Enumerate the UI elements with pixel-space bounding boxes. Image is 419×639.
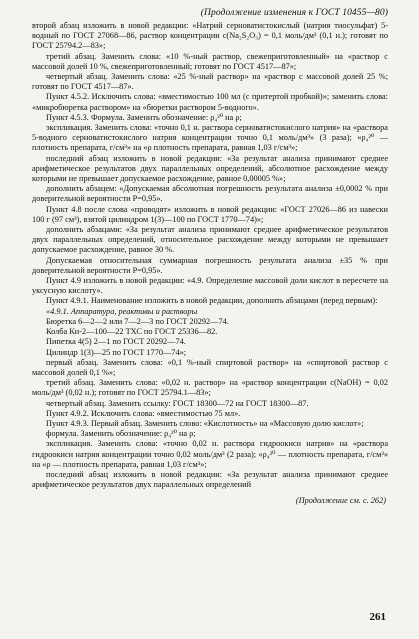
paragraph: третий абзац. Заменить слова: «0,02 н. раствор» на «раствор концентрации c(NaOH) = 0,02 моль/дм³ (0,02 н.); готовят по ГОСТ 25794.1—83»; [32,378,388,398]
paragraph: последний абзац изложить в новой редакции: «За результат анализа принимают среднее арифметическое результатов двух параллельных определений [32,469,388,490]
paragraph: Допускаемая относительная суммарная погрешность результата анализа ±35 % при доверительной вероятности P=0,95». [32,255,388,275]
paragraph: Пункт 4.9.3. Первый абзац. Заменить слово: «Кислотность» на «Массовую долю кислот»; [46,418,364,428]
paragraph: второй абзац изложить в новой редакции: «Натрий серноватистокислый (натрия тиосульфат) 5-водный по ГОСТ 27068—86, раствор концентрации c(Na₂S₂O₃) = 0,1 моль/дм³ (0,1 н.); готовят по ГОСТ 25794.2—83»; [32,21,388,51]
paragraph: Пипетка 4(5) 2—1 по ГОСТ 20292—74. [46,337,186,347]
continuation-note: (Продолжение см. с. 262) [295,496,386,506]
paragraph: первый абзац. Заменить слова: «0,1 %-ный спиртовой раствор» на «спиртовой раствор с массовой долей 0,1 %»; [32,357,388,377]
paragraph: последний абзац изложить в новой редакции: «За результат анализа принимают среднее арифметическое результатов двух параллельных определений, абсолютное расхождение между которыми не превышает допускаемое расхождение, равное 0,00005 %»; [32,153,388,184]
paragraph: формула. Заменить обозначение: ρ₄²⁰ на ρ; [46,429,196,439]
paragraph: Бюретка 6—2—2 или 7—2—3 по ГОСТ 20292—74. [46,316,229,326]
paragraph-list [32,21,388,490]
paragraph: четвертый абзац. Заменить ссылку: ГОСТ 18300—72 на ГОСТ 18300—87. [46,398,309,408]
page-number: 261 [369,611,386,623]
paragraph: «4.9.1. Аппаратура, реактивы и растворы [46,306,198,316]
paragraph: экспликация. Заменить слова: «точно 0,1 н. раствора серноватистокислого натрия» на «раствора 5-водного серноватистокислого натрия концентрации точно 0,1 моль/дм³» (3 раза); «ρ₄²⁰ — плотность препарата, г/см³» на «ρ плотность препарата, равная 1,03 г/см³»; [32,123,388,153]
paragraph: третий абзац. Заменить слова: «10 %-ный раствор, свежеприготовленный» на «раствор с массовой долей 10 %, свежеприготовленный; готовят по ГОСТ 4517—87»; [32,51,388,71]
paragraph: Пункт 4.5.3. Формула. Заменить обозначение: ρ₄²⁰ на ρ; [46,112,242,122]
paragraph: экспликация. Заменить слова: «точно 0,02 н. раствора гидроокиси натрия» на «раствора гидроокиси натрия концентрации точно 0,02 моль/дм³ (2 раза); «ρ₄²⁰ — плотность препарата, г/см³» на «ρ — плотность препарата, равная 1,03 г/см³»; [32,439,388,469]
body-text [32,21,388,507]
paragraph: Колба Кн-2—100—22 ТХС по ГОСТ 25336—82. [46,327,218,337]
paragraph: дополнить абзацами: «За результат анализа принимают среднее арифметическое результатов двух параллельных определений, относительное расхождение между которыми не превышает допускаемое расхождение, равное 30 %. [32,225,388,255]
paragraph: Пункт 4.5.2. Исключить слова: «вместимостью 100 мл (с притертой пробкой)»; заменить слова: «микробюретка раствором» на «бюретки раствором 5-водного». [32,92,388,112]
paragraph: Пункт 4.9 изложить в новой редакции: «4.9. Определение массовой доли кислот в пересчете на уксусную кислоту». [32,276,388,296]
paragraph: Пункт 4.9.2. Исключить слова: «вместимостью 75 мл». [46,408,241,418]
paragraph: Пункт 4.8 после слова «проводят» изложить в новой редакции: «ГОСТ 27026—86 из навески 100 г (97 см³), взятой цилиндром 1(3)—100 по ГОСТ 1770—74)»; [32,204,388,224]
paragraph: Пункт 4.9.1. Наименование изложить в новой редакции, дополнить абзацами (перед первым): [46,296,378,306]
paragraph: четвертый абзац. Заменить слова: «25 %-ный раствор» на «раствор с массовой долей 25 %; готовят по ГОСТ 4517—87». [32,72,388,92]
paragraph: Цилиндр 1(3)—25 по ГОСТ 1770—74»; [46,347,187,357]
running-header: (Продолжение изменения к ГОСТ 10455—80) [200,8,388,18]
paragraph: дополнить абзацем: «Допускаемая абсолютная погрешность результата анализа ±0,0002 % при доверительной вероятности P=0,95». [32,184,388,204]
